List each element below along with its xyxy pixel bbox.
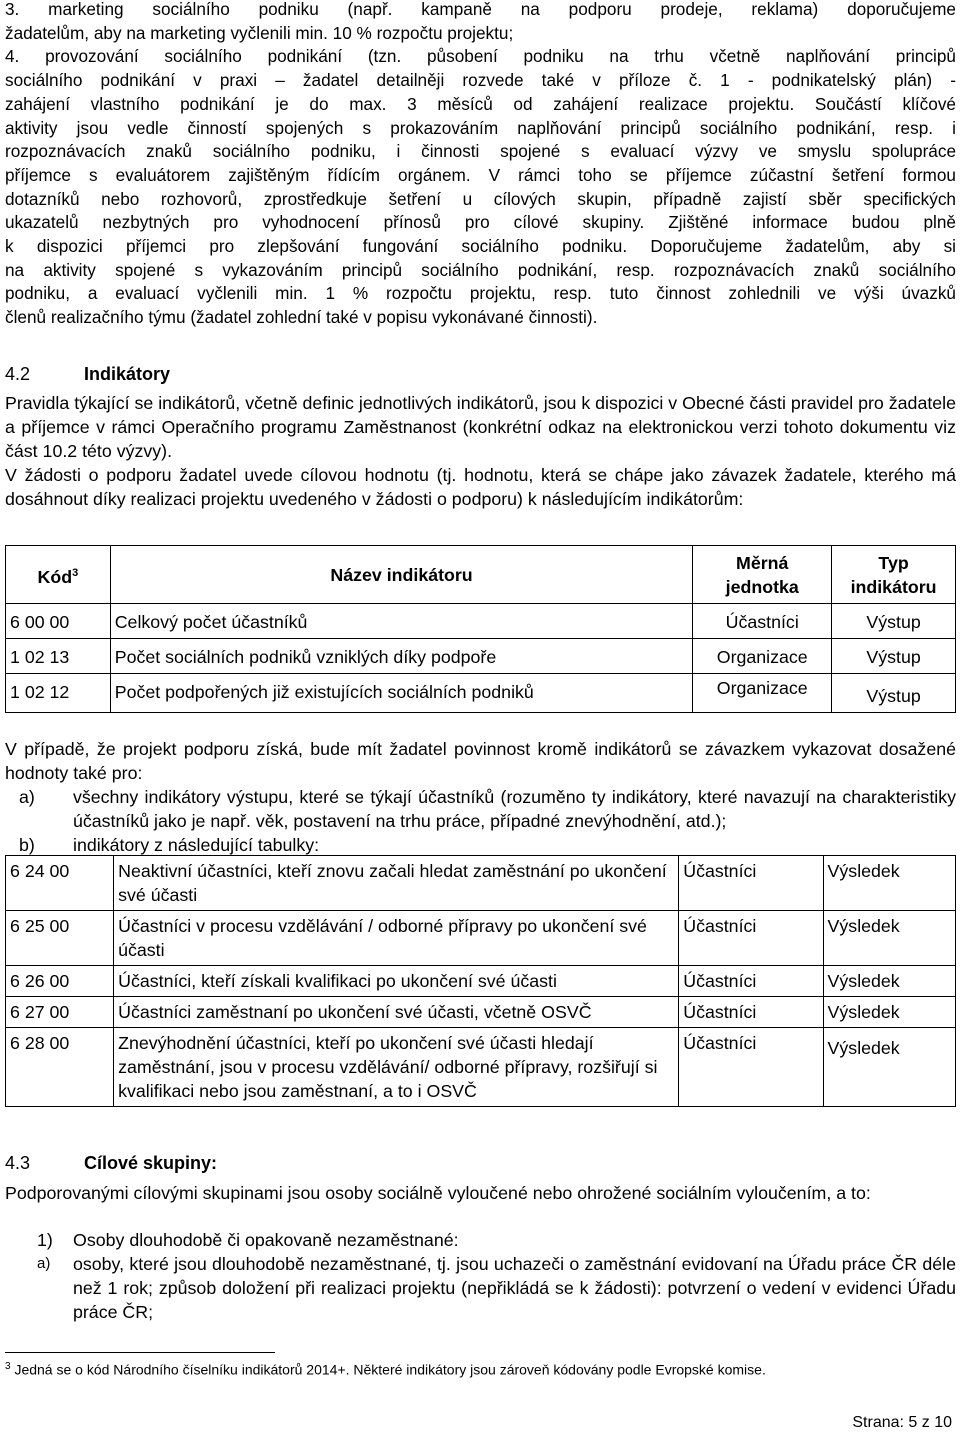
cell-code: 1 02 13 [6,639,111,674]
intro-line: členů realizačního týmu (žadatel zohlední také v popisu vykonávané činnosti). [5,307,598,328]
cell-unit: Účastníci [679,966,823,997]
list-text: všechny indikátory výstupu, které se týkají účastníků (rozuměno ty indikátory, které navazují na charakteristiky účastníků jako je např. věk, postavení na trhu práce, případné znevýhodnění, atd.); [73,787,956,831]
header-type: Typ indikátoru [832,546,956,604]
section-title: Indikátory [84,364,171,384]
section-title: Cílové skupiny: [84,1153,218,1173]
intro-line: 4. provozování sociálního podnikání (tzn. působení podniku na trhu včetně naplňování principů [5,46,956,67]
intro-line: ukazatelů nezbytných pro vyhodnocení přínosů pro cílové skupiny. Zjištěné informace budou plně [5,212,956,233]
list-text: indikátory z následující tabulky: [73,835,320,855]
footnote-text: Jedná se o kód Národního číselníku indikátorů 2014+. Některé indikátory jsou zároveň kódovány podle Evropské komise. [14,1361,766,1378]
cell-code: 6 27 00 [6,997,114,1028]
intro-line: zahájení vlastního podnikání je do max. 3 měsíců od zahájení realizace projektu. Součástí klíčové [5,93,956,114]
table-row [6,911,956,966]
intro-line: 3. marketing sociálního podniku (např. kampaně na podporu prodeje, reklama) doporučujeme [5,0,956,19]
cell-type: Výstup [832,674,956,713]
footnote-mark: 3 [5,1361,11,1372]
table-row [6,856,956,911]
intro-line: rozpoznávacích znaků sociálního podniku, i činnosti spojené s evaluací výzvy ve smyslu spolupráce [5,141,956,162]
reporting-paragraph: V případě, že projekt podporu získá, bude mít žadatel povinnost kromě indikátorů se závazkem vykazovat dosažené hodnoty také pro: [5,739,956,783]
target-groups-paragraph: Podporovanými cílovými skupinami jsou osoby sociálně vyloučené nebo ohrožené sociálním vyloučením, a to: [5,1183,871,1203]
page-number: Strana: 5 z 10 [852,1414,952,1431]
section-heading-4-2 [5,362,405,386]
intro-line: sociálního podnikání v praxi – žadatel detailněji rozvede také v příloze č. 1 - podnikatelský plán) - [5,70,956,91]
intro-line: aktivity jsou vedle činností spojených s prokazováním naplňování principů sociálního podnikání, resp. i [5,117,956,138]
header-name: Název indikátoru [110,546,693,604]
cell-code: 6 28 00 [6,1028,114,1107]
list-marker: a) [37,1255,51,1272]
cell-name: Účastníci zaměstnaní po ukončení své účasti, včetně OSVČ [114,997,679,1028]
cell-code: 6 25 00 [6,911,114,966]
table-row [6,604,956,639]
cell-code: 6 24 00 [6,856,114,911]
table-row [6,1028,956,1107]
cell-name: Celkový počet účastníků [110,604,693,639]
list-marker: b) [19,835,35,855]
list-item [5,785,956,833]
list-item [5,833,956,857]
cell-type: Výsledek [823,856,955,911]
intro-line: k dispozici příjemci pro zlepšování fungování sociálního podniku. Doporučujeme žadatelům, aby si [5,236,956,257]
cell-name: Účastníci v procesu vzdělávání / odborné přípravy po ukončení své účasti [114,911,679,966]
cell-type: Výsledek [823,966,955,997]
intro-paragraph [5,0,956,330]
table-row [6,966,956,997]
cell-name: Neaktivní účastníci, kteří znovu začali hledat zaměstnání po ukončení své účasti [114,856,679,911]
cell-code: 1 02 12 [6,674,111,713]
footnote-area [5,1352,956,1380]
table-row [6,639,956,674]
list-item [5,1228,956,1252]
intro-line: dotazníků nebo rozhovorů, zprostředkuje šetření u cílových skupin, případně zajistí sběr specifických [5,188,956,209]
list-text: osoby, které jsou dlouhodobě nezaměstnané, tj. jsou uchazeči o zaměstnání evidovaní na Úřadu práce ČR déle než 1 rok; způsob doložení při realizaci projektu (nepřikládá se k žádosti): potvrzení o vedení v evidenci Úřadu práce ČR; [73,1254,956,1322]
cell-unit: Organizace [693,674,832,713]
cell-type: Výsledek [823,1028,955,1107]
footnote-divider [5,1352,275,1353]
cell-unit: Účastníci [679,856,823,911]
reporting-list [5,785,956,857]
cell-code: 6 26 00 [6,966,114,997]
cell-name: Znevýhodnění účastníci, kteří po ukončení své účasti hledají zaměstnání, jsou v procesu vzdělávání/ odborné přípravy, rozšiřují si kvalifikaci nebo jsou zaměstnaní, a to i OSVČ [114,1028,679,1107]
list-item [5,1252,956,1324]
section-heading-4-3 [5,1151,405,1175]
table-row [6,674,956,713]
indicators-target-paragraph: V žádosti o podporu žadatel uvede cílovou hodnotu (tj. hodnotu, která se chápe jako závazek žadatele, kterého má dosáhnout díky realizaci projektu uvedeného v žádosti o podporu) k následujícím indikátorům: [5,465,956,509]
indicators-table [5,545,956,713]
cell-unit: Účastníci [679,1028,823,1107]
cell-unit: Organizace [693,639,832,674]
section-number: 4.2 [5,364,31,384]
header-code: Kód$^3$ [6,546,111,604]
cell-unit: Účastníci [679,911,823,966]
header-unit: Měrná jednotka [693,546,832,604]
table-header-row [6,546,956,604]
cell-name: Účastníci, kteří získali kvalifikaci po ukončení své účasti [114,966,679,997]
intro-line: na aktivity spojené s vykazováním principů sociálního podnikání, resp. rozpoznávacích znaků sociálního [5,259,956,280]
list-marker: 1) [37,1230,53,1250]
cell-unit: Účastníci [679,997,823,1028]
cell-name: Počet podpořených již existujících sociálních podniků [110,674,693,713]
section-number: 4.3 [5,1153,31,1173]
list-marker: a) [19,787,35,807]
indicators-rules-paragraph: Pravidla týkající se indikátorů, včetně definic jednotlivých indikátorů, jsou k dispozici v Obecné části pravidel pro žadatele a příjemce v rámci Operačního programu Zaměstnanost (konkrétní odkaz na elektronickou verzi tohoto dokumentu viz část 10.2 této výzvy). [5,393,956,461]
table-row [6,997,956,1028]
cell-type: Výstup [832,604,956,639]
target-groups-list [5,1228,956,1324]
list-text: Osoby dlouhodobě či opakovaně nezaměstnané: [73,1230,459,1250]
cell-type: Výstup [832,639,956,674]
cell-unit: Účastníci [693,604,832,639]
cell-code: 6 00 00 [6,604,111,639]
cell-type: Výsledek [823,997,955,1028]
cell-type: Výsledek [823,911,955,966]
footnote [5,1357,956,1380]
intro-line: žadatelům, aby na marketing vyčlenili min. 10 % rozpočtu projektu; [5,22,514,43]
intro-line: příjemce s evaluátorem zajištěným řídícím orgánem. V rámci toho se příjemce zúčastní šetření formou [5,164,956,185]
cell-name: Počet sociálních podniků vzniklých díky podpoře [110,639,693,674]
result-indicators-table [5,855,956,1107]
footnote-ref: 3 [72,566,79,579]
intro-line: podniku, a evaluací vyčlenili min. 1 % rozpočtu projektu, resp. tuto činnost zohlednili ve výši úvazků [5,283,956,304]
